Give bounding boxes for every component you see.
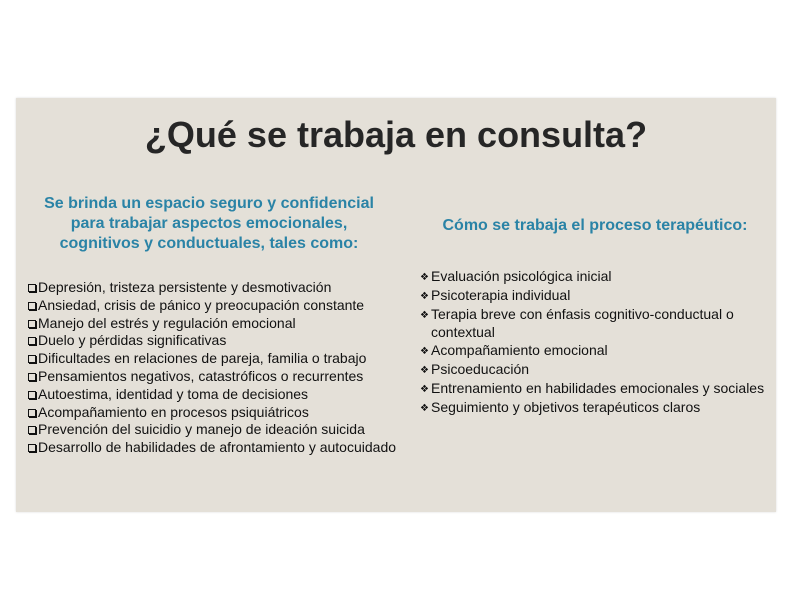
four-diamond-bullet-icon: ❖ [420,402,429,414]
checkbox-square-icon [28,409,36,417]
checkbox-square-icon [28,444,36,452]
four-diamond-bullet-icon: ❖ [420,346,429,358]
four-diamond-bullet-icon: ❖ [420,272,429,283]
four-diamond-bullet-icon: ❖ [420,364,429,376]
methods-list [420,268,770,417]
list-item: ❖ Psicoeducación [420,361,770,380]
list-item: Manejo del estrés y regulación emocional [28,315,408,333]
checkbox-square-icon [28,426,36,434]
four-diamond-bullet-icon: ❖ [420,309,429,321]
slide-title: ¿Qué se trabaja en consulta? [144,114,648,155]
checkbox-square-icon [28,391,36,399]
list-item: Depresión, tristeza persistente y desmotivación [28,279,408,297]
intro-text: Se brinda un espacio seguro y confidencial para trabajar aspectos emocionales, cognitivos y conductuales, tales como: [44,195,374,252]
checkbox-square-icon [28,302,36,310]
list-item: ❖ Entrenamiento en habilidades emocionales y sociales [420,380,770,399]
four-diamond-bullet-icon: ❖ [420,383,429,395]
list-item: Desarrollo de habilidades de afrontamiento y autocuidado [28,439,408,457]
list-item: Duelo y pérdidas significativas [28,332,408,350]
list-item: Prevención del suicidio y manejo de ideación suicida [28,421,408,439]
slide [16,98,776,512]
topics-list [28,279,408,457]
list-item: ❖ Psicoterapia individual [420,287,770,306]
list-item: Acompañamiento en procesos psiquiátricos [28,404,408,422]
checkbox-square-icon [28,337,36,345]
checkbox-square-icon [28,320,36,328]
list-item: Dificultades en relaciones de pareja, familia o trabajo [28,350,408,368]
checkbox-square-icon [28,284,36,292]
checkbox-square-icon [28,355,36,363]
four-diamond-bullet-icon: ❖ [420,290,429,302]
list-item: ❖ Seguimiento y objetivos terapéuticos claros [420,399,770,418]
list-item: Autoestima, identidad y toma de decisiones [28,386,408,404]
list-item: ❖ Terapia breve con énfasis cognitivo-conductual o contextual [420,305,734,341]
method-heading: Cómo se trabaja el proceso terapéutico: [442,217,748,234]
list-item: ❖ Evaluación psicológica inicial [420,268,770,287]
list-item: Ansiedad, crisis de pánico y preocupación constante [28,297,408,315]
list-item: ❖ Acompañamiento emocional [420,342,770,361]
list-item: Pensamientos negativos, catastróficos o recurrentes [28,368,408,386]
checkbox-square-icon [28,373,36,381]
